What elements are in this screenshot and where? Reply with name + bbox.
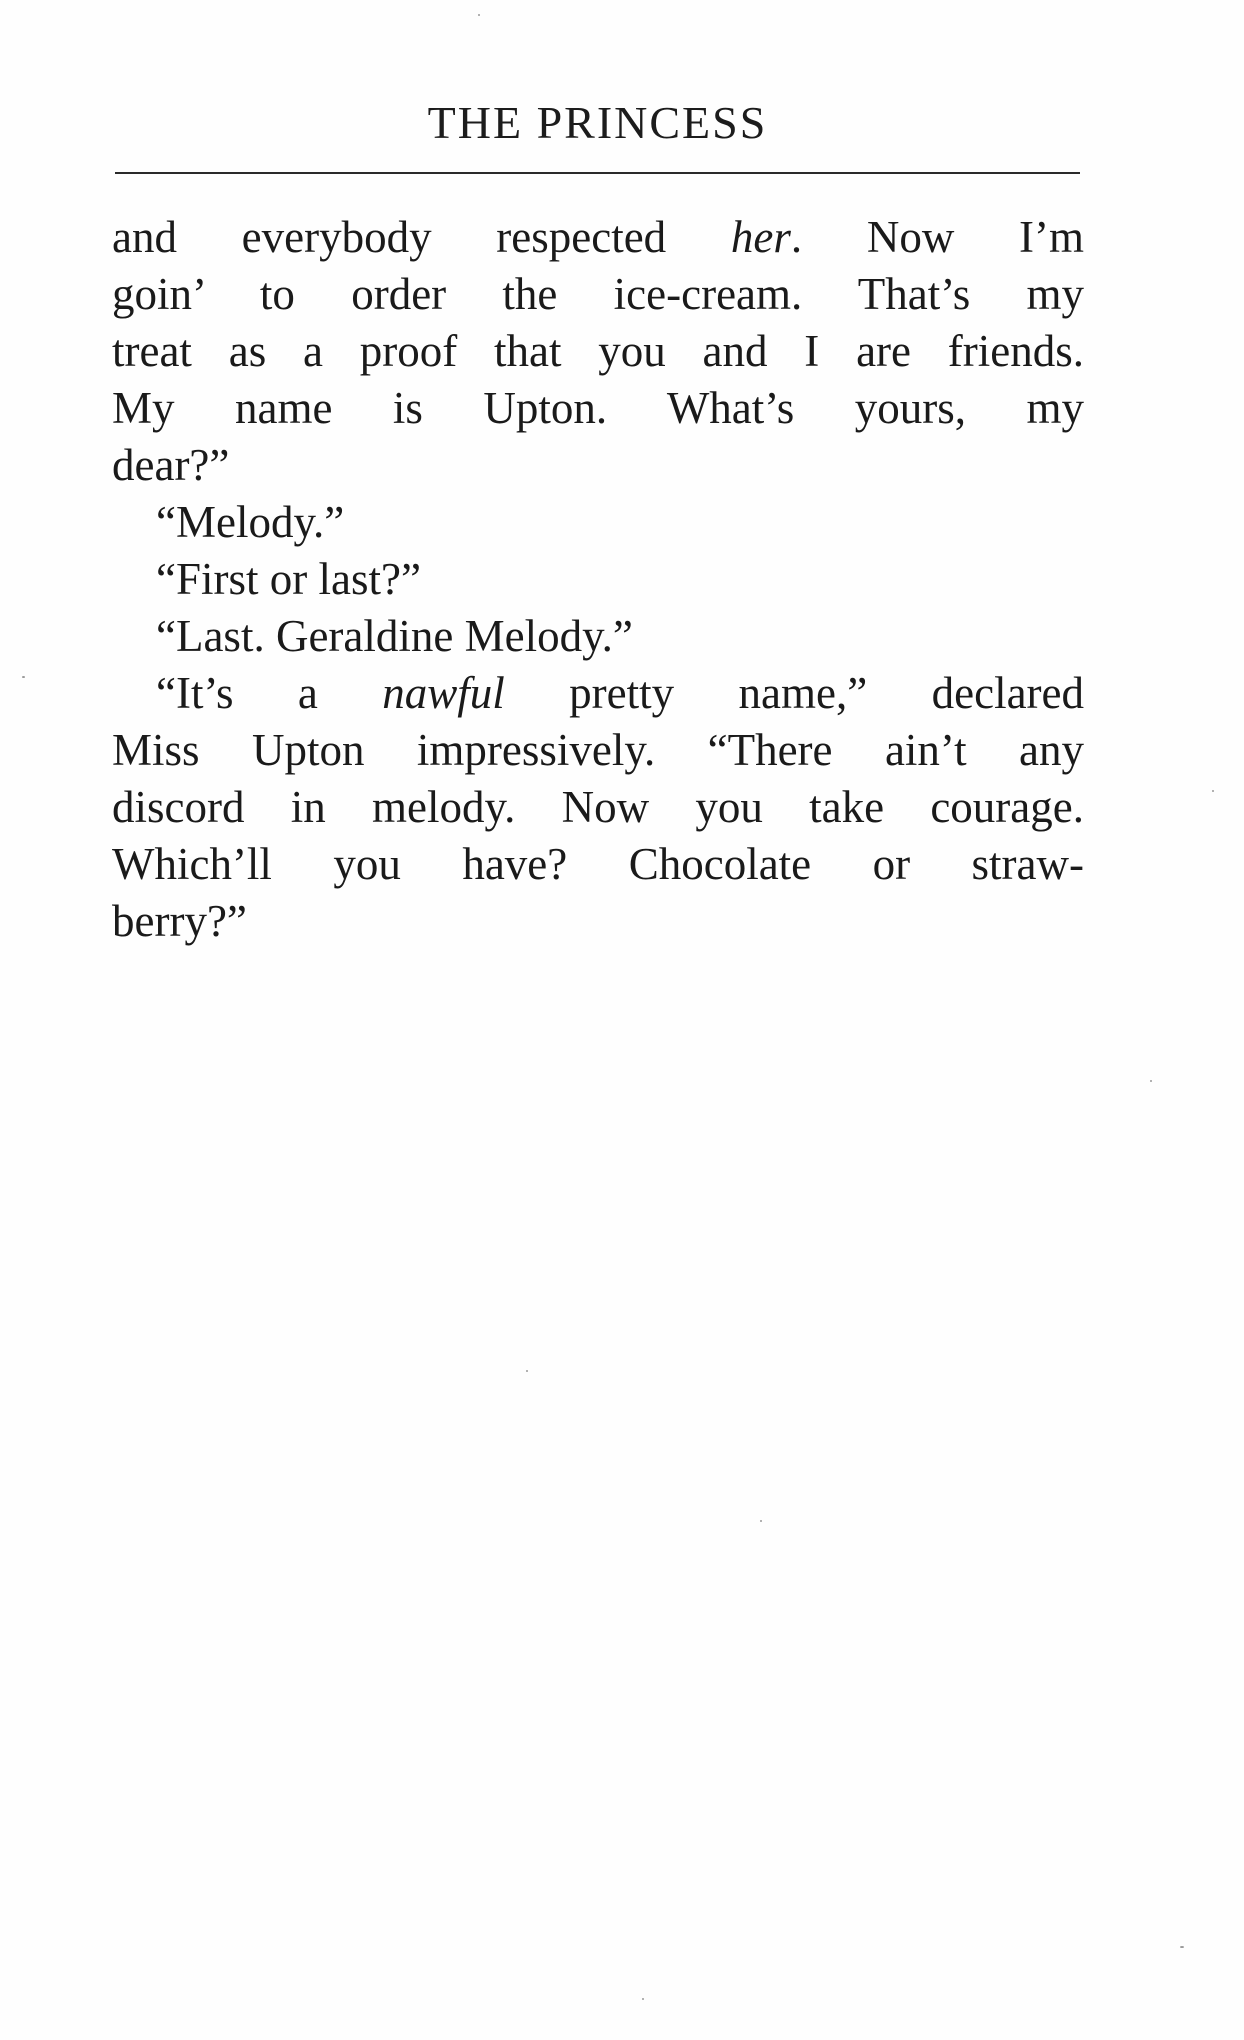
paper-speck	[1212, 790, 1214, 792]
text-line	[112, 665, 1084, 722]
text-line: dear?”	[112, 440, 230, 490]
italic-word: nawful	[382, 668, 505, 718]
text-line: My name is Upton. What’s yours, my	[112, 383, 1084, 433]
body-text	[112, 209, 1084, 950]
text-line: goin’ to order the ice-cream. That’s my	[112, 269, 1084, 319]
paper-speck	[642, 1998, 644, 2000]
paper-speck	[478, 14, 480, 16]
text-line: “First or last?”	[156, 554, 421, 604]
text-run: . Now I’m	[790, 212, 1084, 262]
paper-speck	[1180, 1946, 1184, 1948]
running-head-title: THE PRINCESS	[427, 97, 768, 148]
text-run: “It’s a	[156, 668, 383, 718]
text-line: berry?”	[112, 896, 247, 946]
text-line: Which’ll you have? Chocolate or straw-	[112, 839, 1084, 889]
text-line: treat as a proof that you and I are friends.	[112, 326, 1084, 376]
paper-speck	[526, 1370, 528, 1372]
paper-speck	[22, 676, 25, 678]
text-run: and everybody respected	[112, 212, 731, 262]
text-run: pretty name,” declared	[504, 668, 1084, 718]
text-line: Miss Upton impressively. “There ain’t any	[112, 725, 1084, 775]
text-line: “Melody.”	[156, 497, 345, 547]
italic-word: her	[730, 212, 791, 262]
header-rule	[115, 172, 1080, 174]
paper-speck	[1150, 1080, 1152, 1082]
text-line: discord in melody. Now you take courage.	[112, 782, 1084, 832]
text-line: “Last. Geraldine Melody.”	[156, 611, 633, 661]
paper-speck	[760, 1520, 762, 1522]
text-line	[112, 209, 1084, 266]
